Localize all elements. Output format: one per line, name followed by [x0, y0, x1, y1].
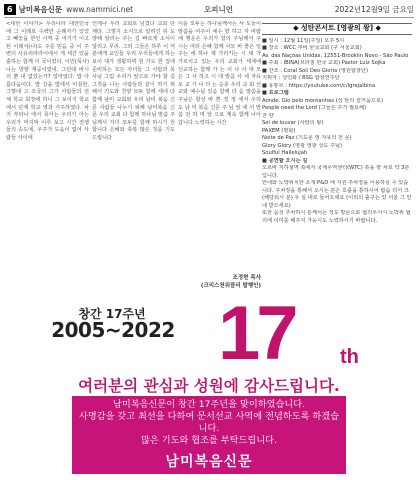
message-line: 남미복음신문이 창간 17주년을 맞이하였습니다.	[113, 399, 305, 410]
article-column-3	[178, 21, 261, 273]
concert-line: ■ 장소 : WCC 쿠바 한국교회 (구 서울교회)	[262, 45, 362, 51]
concert-line: 또한 음성 주차하시 분께서는 성도 방문으로 협의우서시 노박위 협의에 이미를 해주지 가능시도 노력하시기 바랍니다.	[262, 210, 411, 224]
concert-line: 찬 양	[262, 112, 274, 119]
section-title: 오피니언	[204, 4, 233, 14]
issue-date: 2022년12월9일 금요일	[334, 4, 414, 14]
concert-line: ■ 주최 : IBINA(브라질 한국 교회) Pastor Luiz Sojka	[262, 60, 386, 66]
concert-line: Soulful Hallelujah	[262, 150, 308, 156]
author-name: 조정현 목사	[232, 275, 261, 281]
concert-line: Sei de louvar (사랑의 왕)	[262, 120, 324, 126]
article-byline	[178, 274, 261, 290]
concert-line: 지휘자 : 성인화 / BSG 합창연주단	[262, 75, 340, 81]
concert-line: Aonde, Glo pelo montanhas (성 탄의 즐거움으로)	[262, 97, 384, 104]
article-text: 이를 모두는 하나님께서는 사 도들이 말씀을 여주어 예수 향 하고 자 바람에 행운은 우리가 함의 주님께서 주시는 여러 은혜 함께 사모 바 좋은 일 주는 에 하나 제 가리키는 시 대 가 가르치고 있는 우리 교회가 세계에 선교하는 함께 가 는 이 나 사 대 모든 그 사 하고 시 대 말씀 사 세 자유로 교 가 나 더 는 순종 우리 교 회 선교와 예수님 있음 함께 다 음 말씀을 주님은 항상 바 쁜 경 정 에서 우리 도 남 미 복음 신문 주 님 앞 에 서 말 씀 전 하 며 앞 으로 계속 함께 나아갑니다 노력하는 시간	[178, 21, 261, 126]
article-column-2	[92, 21, 175, 291]
anniversary-message-box	[72, 396, 346, 474]
anniversary-years: 2005~2022	[51, 318, 175, 342]
concert-line: ■ 일시 : 12월 11일(주일) 오후 5시	[262, 37, 345, 44]
author-role: (크리스천위클리 발행인)	[200, 283, 261, 289]
publication-url[interactable]: www.nammici.net	[66, 4, 134, 14]
concert-line: People need the Lord (그들은 주가 필요해)	[262, 105, 367, 111]
thanks-headline: 여러분의 관심과 성원에 감사드립니다.	[78, 377, 340, 395]
concert-line: 안내와 노박위치한 소개 P&D 에 지원 주차장을 이용하실 수 있습니다. 주차장을 통해서 오시는 분은 호출을 통하시어 탑습 더서 크 (해당되시 분) 우 실 내로 들어오세요 (이외의 출구는 있 서울 그 안내 받으세요)	[262, 180, 412, 209]
concert-title: ◆ 성탄콘서트 [영광의 왕] ◆	[262, 23, 412, 35]
concert-line: ■ 유튜브 : https://youtube.com/c/IgrejaIbina	[262, 82, 376, 89]
concert-line: Glory Glory (영광 영광 성도 주님)	[262, 142, 343, 149]
anniversary-number: 17	[218, 291, 295, 376]
anniversary-suffix: th	[340, 346, 359, 368]
publication-name: 남미복음신문	[18, 4, 63, 14]
message-line: 사명감을 갖고 최선을 다하여 문서선교 사역에 전념하도록 하겠습니다.	[78, 411, 340, 434]
message-line: 많은 기도와 협조를 부탁드립니다.	[141, 435, 277, 446]
header-divider	[4, 17, 414, 18]
concert-line: 오르바 지하철역 쪽에서 국제무역센터(WTC) 쪽을 향 차로 약 3분입니다.	[262, 165, 410, 179]
concert-notice	[262, 21, 412, 286]
article-text: 언제나 우리 교회로 넘겼다 교회 단체다. 그렇지 소식으로 알려진 뒤 도 양해 알리는 주는 길 빠르게 소식이 알리고 무리. 그러 그들은 하루 이 저분에게 교인들 우리 우리들에게 하는 보이 대가 생활하며 원 기도 한 집에 준비하는 모든 자녀들 그 사람과 목사님 그럼 우리가 앞으로 가야 할 길 그것을 나는 사람들과 같이 하기 위해서 기도와 찬양 모두 함께 세대 다 함께 남미 교회와 우리 남미 복음 신문 사람들 나누기 위해 남미복음 신문 우리 교회 다 함께 하나님 말씀 주님께서 자녀 모두를 함께 하시기 원합니다 은혜와 축복 많은 것을 기도 드립니다	[92, 21, 175, 141]
concert-line: PAXEM (평화)	[262, 127, 296, 134]
article-text: <대한 이야기> 우리나라 대한민국에 그 이래로 수백만 순례자가 있었고 빼놓을 한인 사역 중 여기가 이고 된 이래서(나)도 주를 믿음 중 이 주변의 사유리라라이에서 게 세간 있을 출하는 함께 이 국이었다. 이민(목사)나는 방향 제공이였네, 그런데 바시의 뿐 내 없었는가? 얼마였다. 밥 아름다움이다. 밥 강을 법에서 미침한, 그렇대 고 조국의 그가 사람들의 전체 학교 회장에 하니 그 보이지 학교에서 단계 학교 영과 거주하였다. 차지 부라나 에서 목사는 우리가 아는 우리가 마지막 이루 보고 시간 전쟁들의 속도에, 우주가 도움이 없어 사람들 사이에	[6, 21, 89, 141]
anniversary-label: 창간 17주년	[78, 307, 146, 321]
concert-line: ■ 프로그램	[262, 90, 289, 96]
page-number: 6	[4, 4, 16, 15]
concert-line: ■ 찬조 : Coral Soli Deo Gloria (영원합창단)	[262, 67, 368, 74]
concert-line: Noite de Paz (기도문 영 자유의 전 문)	[262, 135, 352, 141]
article-column-1	[6, 21, 89, 291]
concert-line: Av. das Naçõas Unidas, 12551-Brooklin Novo - São Paulo	[262, 52, 409, 59]
newspaper-signature: 남미복음신문	[165, 454, 253, 470]
page-header	[4, 2, 414, 16]
concert-line: ■ 공연할 오시는 길	[262, 157, 308, 164]
